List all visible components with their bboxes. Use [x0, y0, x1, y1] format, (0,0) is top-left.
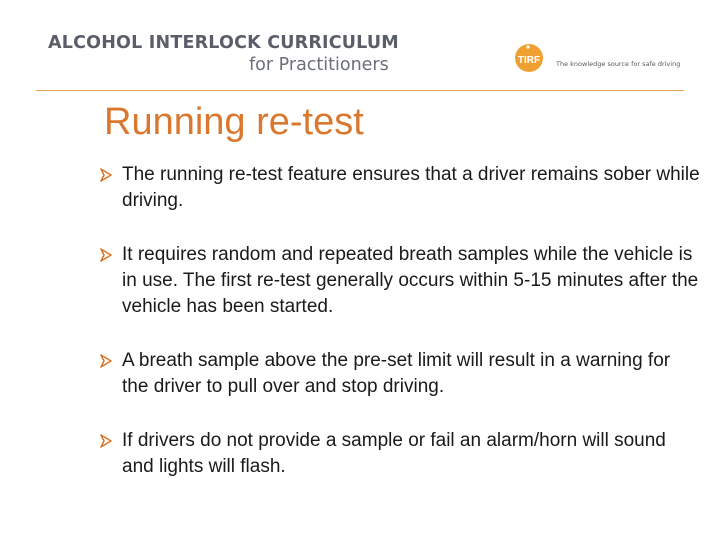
bullet-item	[100, 242, 700, 320]
tirf-logo-mark	[504, 42, 554, 76]
slide-title: Running re-test	[104, 101, 364, 143]
curriculum-title: ALCOHOL INTERLOCK CURRICULUM	[48, 33, 399, 53]
bullet-text: It requires random and repeated breath samples while the vehicle is in use. The first re-test generally occurs within 5-15 minutes after the vehicle has been started.	[122, 244, 699, 317]
logo-text: TIRF	[517, 55, 541, 66]
bullet-item	[100, 162, 700, 214]
arrow-bullet-icon	[100, 168, 112, 182]
bullet-text: If drivers do not provide a sample or fail an alarm/horn will sound and lights will flash.	[122, 430, 666, 477]
bullet-item	[100, 348, 700, 400]
arrow-bullet-icon	[100, 434, 112, 448]
bullet-text: A breath sample above the pre-set limit will result in a warning for the driver to pull over and stop driving.	[122, 350, 671, 397]
bullet-text: The running re-test feature ensures that a driver remains sober while driving.	[122, 164, 700, 211]
tirf-logo	[504, 42, 681, 76]
bullet-item	[100, 428, 700, 480]
bullet-list	[100, 162, 700, 480]
curriculum-subtitle: for Practitioners	[249, 55, 389, 75]
arrow-bullet-icon	[100, 248, 112, 262]
header-divider	[36, 90, 684, 91]
arrow-bullet-icon	[100, 354, 112, 368]
logo-tagline: The knowledge source for safe driving	[556, 60, 681, 68]
